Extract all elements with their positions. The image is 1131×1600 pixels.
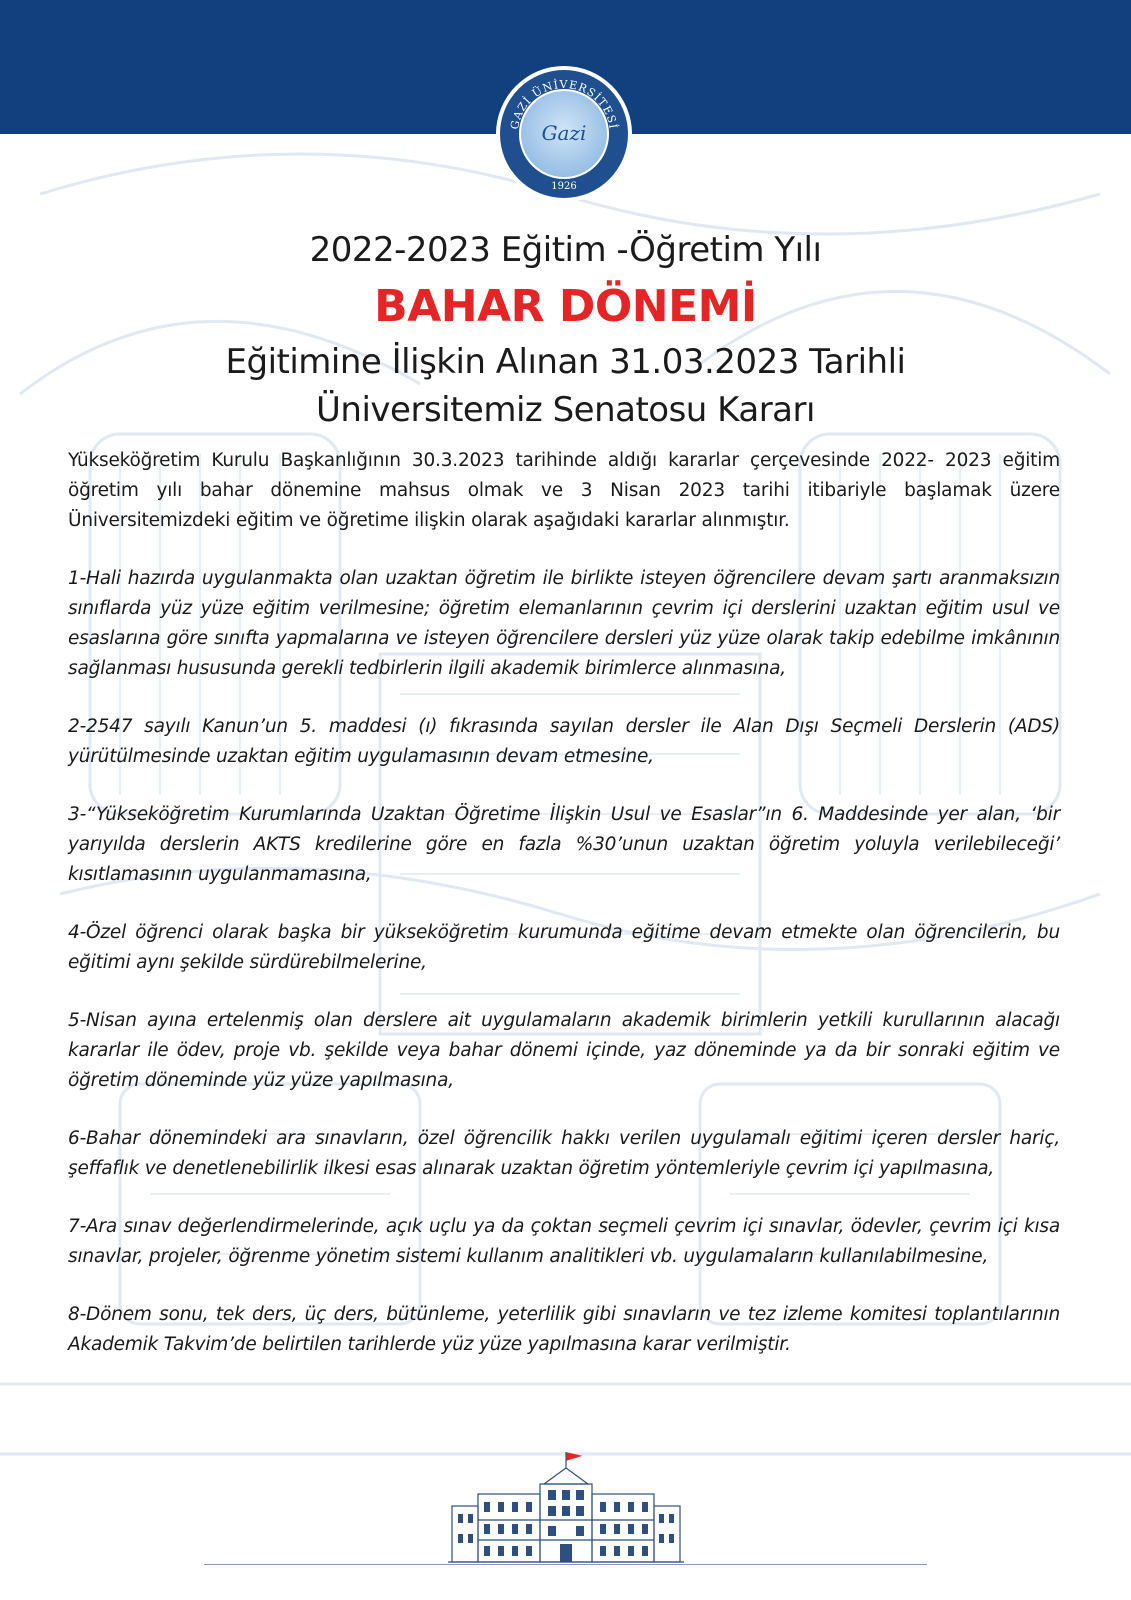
decision-item-7: 7-Ara sınav değerlendirmelerinde, açık uçlu ya da çoktan seçmeli çevrim içi sınavlar, ödevler, çevrim içi kısa sınavlar, projeler, öğrenme yönetim sistemi kullanım analitikleri vb. uygulamaların kullanılabilmesine, <box>68 1216 1060 1267</box>
seal-founding-year: 1926 <box>551 181 577 192</box>
semester-title: BAHAR DÖNEMİ <box>374 281 757 332</box>
decision-item-5: 5-Nisan ayına ertelenmiş olan derslere ait uygulamaların akademik birimlerin yetkili kurullarının alacağı kararlar ile ödev, proje vb. şekilde veya bahar dönemi içinde, yaz döneminde ya da bir sonraki eğitim ve öğretim döneminde yüz yüze yapılmasına, <box>68 1010 1060 1091</box>
academic-year-title: 2022-2023 Eğitim -Öğretim Yılı <box>309 230 822 270</box>
decision-body <box>68 446 1060 1360</box>
seal-ring-text: GAZİ ÜNİVERSİTESİ <box>508 77 620 131</box>
decision-item-3: 3-“Yükseköğretim Kurumlarında Uzaktan Öğretime İlişkin Usul ve Esaslar”ın 6. Maddesinde yer alan, ‘bir yarıyılda derslerin AKTS kredilerine göre en fazla %30’unun uzaktan öğretim yoluyla verilebileceği’ kısıtlamasının uygulanmamasına, <box>68 804 1060 885</box>
footer-divider <box>204 1564 927 1565</box>
decision-item-4: 4-Özel öğrenci olarak başka bir yükseköğretim kurumunda eğitime devam etmekte olan öğrencilerin, bu eğitimi aynı şekilde sürdürebilmelerine, <box>68 922 1060 973</box>
decision-item-8: 8-Dönem sonu, tek ders, üç ders, bütünleme, yeterlilik gibi sınavların ve tez izleme komitesi toplantılarının Akademik Takvim’de belirtilen tarihlerde yüz yüze yapılmasına karar verilmiştir. <box>68 1304 1060 1355</box>
intro-paragraph: Yükseköğretim Kurulu Başkanlığının 30.3.2023 tarihinde aldığı kararlar çerçevesinde 2022- 2023 eğitim öğretim yılı bahar dönemine mahsus olmak ve 3 Nisan 2023 tarihi itibariyle başlamak üzere Üniversitemizdeki eğitim ve öğretime ilişkin olarak aşağıdaki kararlar alınmıştır. <box>68 450 1060 531</box>
university-seal-logo <box>494 64 634 204</box>
decision-subtitle-line1: Eğitimine İlişkin Alınan 31.03.2023 Tarihli <box>225 342 906 382</box>
decision-item-1: 1-Hali hazırda uygulanmakta olan uzaktan öğretim ile birlikte isteyen öğrencilere devam şartı aranmaksızın sınıflarda yüz yüze eğitim verilmesine; öğretim elemanlarının çevrim içi derslerini uzaktan eğitim usul ve esaslarına göre sınıfta yapmalarına ve isteyen öğrencilere dersleri yüz yüze olarak takip edebilme imkânının sağlanması hususunda gerekli tedbirlerin ilgili akademik birimlerce alınmasına, <box>68 568 1060 679</box>
title-block <box>0 222 1131 434</box>
seal-center-signature: Gazi <box>541 121 587 145</box>
decision-subtitle-line2: Üniversitemiz Senatosu Kararı <box>316 390 815 430</box>
decision-item-2: 2-2547 sayılı Kanun’un 5. maddesi (ı) fıkrasında sayılan dersler ile Alan Dışı Seçmeli Derslerin (ADS) yürütülmesinde uzaktan eğitim uygulamasının devam etmesine, <box>68 716 1060 767</box>
decision-item-6: 6-Bahar dönemindeki ara sınavların, özel öğrencilik hakkı verilen uygulamalı eğitimi içeren dersler hariç, şeffaflık ve denetlenebilirlik ilkesi esas alınarak uzaktan öğretim yöntemleriyle çevrim içi yapılmasına, <box>68 1128 1060 1179</box>
campus-building-illustration <box>448 1450 684 1566</box>
